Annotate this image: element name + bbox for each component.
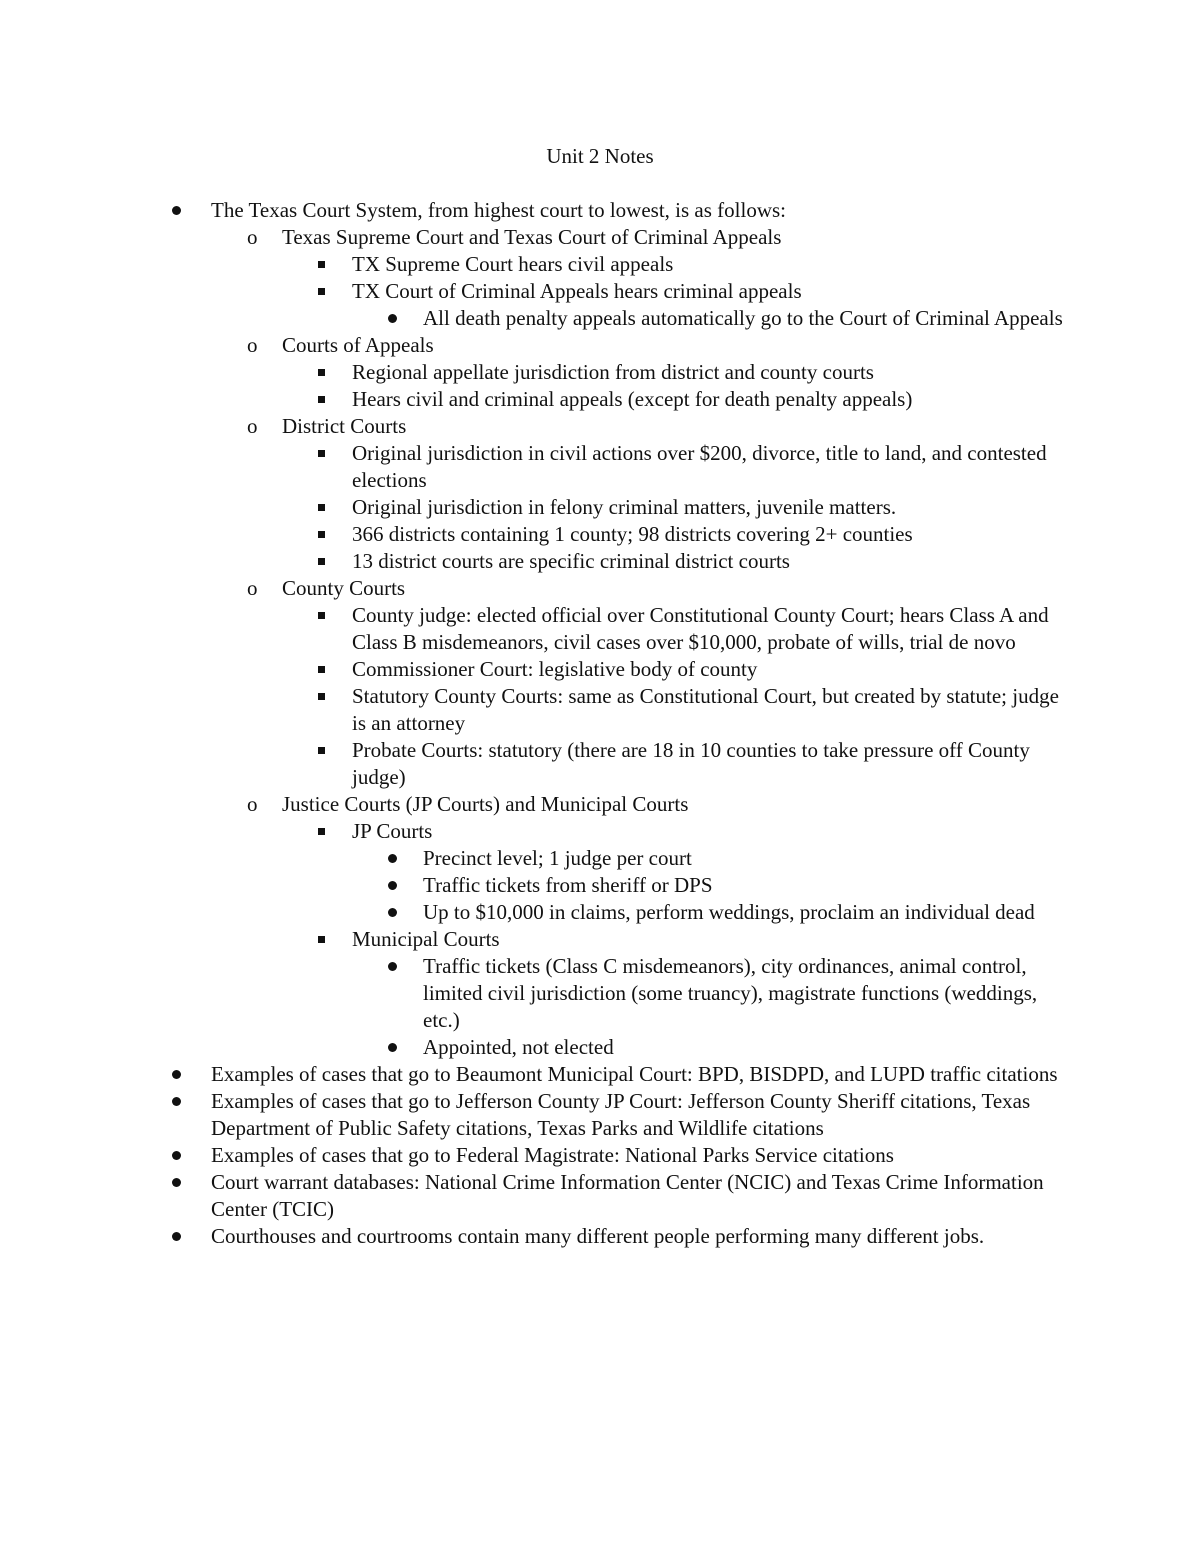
bullet-icon: o	[247, 576, 258, 600]
bullet-icon: o	[247, 792, 258, 816]
list-item: o Justice Courts (JP Courts) and Municipal Courts	[247, 792, 689, 816]
list-item: Examples of cases that go to Federal Magistrate: National Parks Service citations	[0, 1142, 1200, 1169]
list-item: TX Court of Criminal Appeals hears criminal appeals	[0, 278, 1200, 305]
list-item: All death penalty appeals automatically go to the Court of Criminal Appeals	[0, 305, 1200, 332]
bullet-icon	[388, 1034, 397, 1061]
bullet-icon	[388, 899, 397, 926]
bullet-icon	[388, 872, 397, 899]
bullet-icon: o	[247, 333, 258, 357]
bullet-icon	[172, 1061, 181, 1088]
bullet-icon: o	[247, 414, 258, 438]
list-item: 366 districts containing 1 county; 98 districts covering 2+ counties	[0, 521, 1200, 548]
bullet-icon	[318, 926, 325, 953]
list-item: Examples of cases that go to Beaumont Municipal Court: BPD, BISDPD, and LUPD traffic citations	[0, 1061, 1200, 1088]
bullet-icon	[318, 440, 325, 467]
bullet-icon	[172, 197, 181, 224]
bullet-icon	[172, 1223, 181, 1250]
bullet-icon	[318, 548, 325, 575]
list-item: Original jurisdiction in civil actions over $200, divorce, title to land, and contested elections	[0, 440, 1200, 494]
bullet-icon	[388, 953, 397, 980]
bullet-icon	[318, 359, 325, 386]
list-item: Statutory County Courts: same as Constitutional Court, but created by statute; judge is an attorney	[0, 683, 1200, 737]
bullet-icon	[318, 602, 325, 629]
list-item: o District Courts	[247, 414, 407, 438]
notes-list	[0, 197, 1200, 1250]
list-item: Hears civil and criminal appeals (except for death penalty appeals)	[0, 386, 1200, 413]
list-item: Traffic tickets (Class C misdemeanors), city ordinances, animal control, limited civil jurisdiction (some truancy), magistrate functions (weddings, etc.)	[0, 953, 1200, 1034]
list-item: 13 district courts are specific criminal district courts	[0, 548, 1200, 575]
bullet-icon	[318, 494, 325, 521]
list-item: Traffic tickets from sheriff or DPS	[0, 872, 1200, 899]
bullet-icon	[172, 1088, 181, 1115]
list-item: County judge: elected official over Constitutional County Court; hears Class A and Class B misdemeanors, civil cases over $10,000, probate of wills, trial de novo	[0, 602, 1200, 656]
bullet-icon	[318, 521, 325, 548]
list-item: Court warrant databases: National Crime Information Center (NCIC) and Texas Crime Information Center (TCIC)	[0, 1169, 1200, 1223]
list-item: o Courts of Appeals	[247, 333, 434, 357]
bullet-icon	[172, 1169, 181, 1196]
list-item: Probate Courts: statutory (there are 18 in 10 counties to take pressure off County judge)	[0, 737, 1200, 791]
bullet-icon	[318, 737, 325, 764]
bullet-icon	[318, 818, 325, 845]
list-item: Appointed, not elected	[0, 1034, 1200, 1061]
list-item: o County Courts	[247, 576, 406, 600]
bullet-icon	[318, 386, 325, 413]
bullet-icon	[388, 305, 397, 332]
bullet-icon	[388, 845, 397, 872]
list-item: Up to $10,000 in claims, perform weddings, proclaim an individual dead	[0, 899, 1200, 926]
list-item: o Texas Supreme Court and Texas Court of Criminal Appeals	[247, 225, 782, 249]
list-item: TX Supreme Court hears civil appeals	[0, 251, 1200, 278]
list-item: JP Courts	[0, 818, 1200, 845]
bullet-icon	[318, 683, 325, 710]
list-item: Original jurisdiction in felony criminal matters, juvenile matters.	[0, 494, 1200, 521]
list-item: Precinct level; 1 judge per court	[0, 845, 1200, 872]
list-item: Commissioner Court: legislative body of county	[0, 656, 1200, 683]
list-item: Regional appellate jurisdiction from district and county courts	[0, 359, 1200, 386]
bullet-icon	[172, 1142, 181, 1169]
bullet-icon	[318, 278, 325, 305]
document-title: Unit 2 Notes	[546, 144, 654, 168]
bullet-icon: o	[247, 225, 258, 249]
list-item: Courthouses and courtrooms contain many different people performing many different jobs.	[0, 1223, 1200, 1250]
bullet-icon	[318, 656, 325, 683]
list-item: Examples of cases that go to Jefferson County JP Court: Jefferson County Sheriff citations, Texas Department of Public Safety citations, Texas Parks and Wildlife citations	[0, 1088, 1200, 1142]
list-item: Municipal Courts	[0, 926, 1200, 953]
bullet-icon	[318, 251, 325, 278]
list-item: The Texas Court System, from highest court to lowest, is as follows:	[0, 197, 1200, 224]
